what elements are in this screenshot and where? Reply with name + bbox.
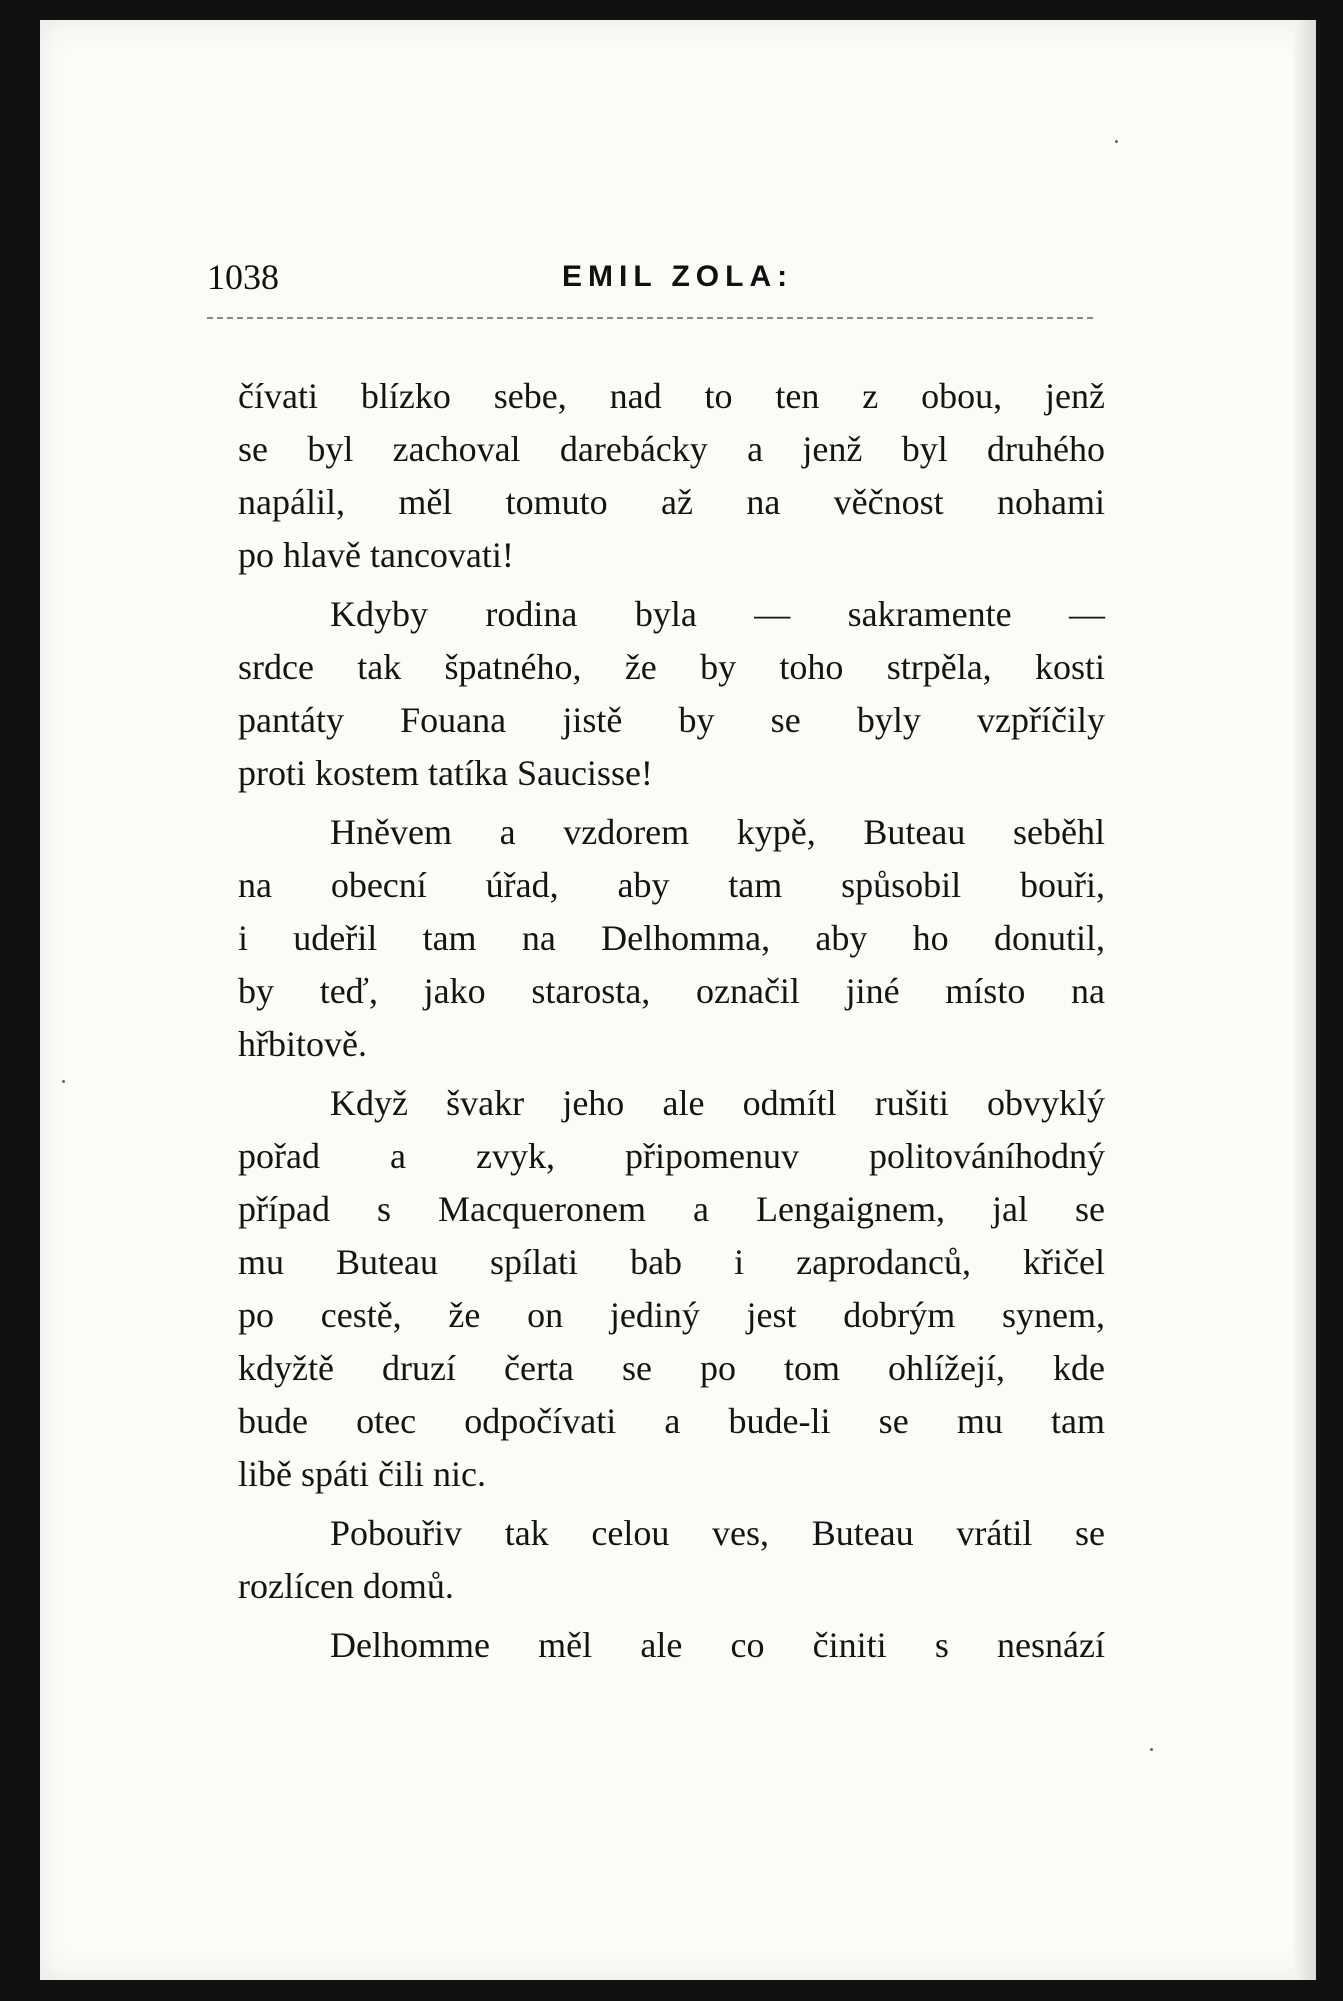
running-head (207, 252, 1093, 302)
text-line: srdce tak špatného, že by toho strpěla, kosti (238, 647, 1105, 687)
text-line: po cestě, že on jediný jest dobrým synem, (238, 1295, 1105, 1335)
text-line: se byl zachoval darebácky a jenž byl druhého (238, 429, 1105, 469)
paper-speck (1115, 140, 1118, 143)
paper-speck (1150, 1748, 1153, 1751)
text-line: libě spáti čili nic. (238, 1454, 486, 1494)
paragraph (238, 806, 1105, 1071)
text-line: proti kostem tatíka Saucisse! (238, 753, 653, 793)
text-line: na obecní úřad, aby tam spůsobil bouři, (238, 865, 1105, 905)
text-line: Delhomme měl ale co činiti s nesnází (330, 1625, 1105, 1665)
text-line: bude otec odpočívati a bude-li se mu tam (238, 1401, 1105, 1441)
text-line: po hlavě tancovati! (238, 535, 514, 575)
paragraph (238, 1619, 1105, 1672)
paragraph (238, 1507, 1105, 1613)
text-line: Pobouřiv tak celou ves, Buteau vrátil se (330, 1513, 1105, 1553)
page-number: 1038 (207, 257, 279, 297)
text-line: Hněvem a vzdorem kypě, Buteau seběhl (330, 812, 1105, 852)
body-text (238, 370, 1105, 1678)
text-line: i udeřil tam na Delhomma, aby ho donutil, (238, 918, 1105, 958)
text-line: čívati blízko sebe, nad to ten z obou, jenž (238, 376, 1105, 416)
paper-speck (62, 1080, 65, 1083)
paragraph (238, 1077, 1105, 1501)
text-line: Když švakr jeho ale odmítl rušiti obvyklý (330, 1083, 1105, 1123)
text-line: Kdyby rodina byla — sakramente — (330, 594, 1105, 634)
text-line: pantáty Fouana jistě by se byly vzpříčily (238, 700, 1105, 740)
text-line: případ s Macqueronem a Lengaignem, jal se (238, 1189, 1105, 1229)
paragraph (238, 588, 1105, 800)
text-line: napálil, měl tomuto až na věčnost nohami (238, 482, 1105, 522)
header-rule (207, 317, 1093, 319)
running-title: EMIL ZOLA: (562, 260, 794, 293)
text-line: by teď, jako starosta, označil jiné místo na (238, 971, 1105, 1011)
text-line: kdyžtě druzí čerta se po tom ohlížejí, kde (238, 1348, 1105, 1388)
page-edge (1294, 20, 1316, 1980)
text-line: mu Buteau spílati bab i zaprodanců, křičel (238, 1242, 1105, 1282)
text-line: hřbitově. (238, 1024, 367, 1064)
text-line: rozlícen domů. (238, 1566, 454, 1606)
paragraph (238, 370, 1105, 582)
text-line: pořad a zvyk, připomenuv politováníhodný (238, 1136, 1105, 1176)
